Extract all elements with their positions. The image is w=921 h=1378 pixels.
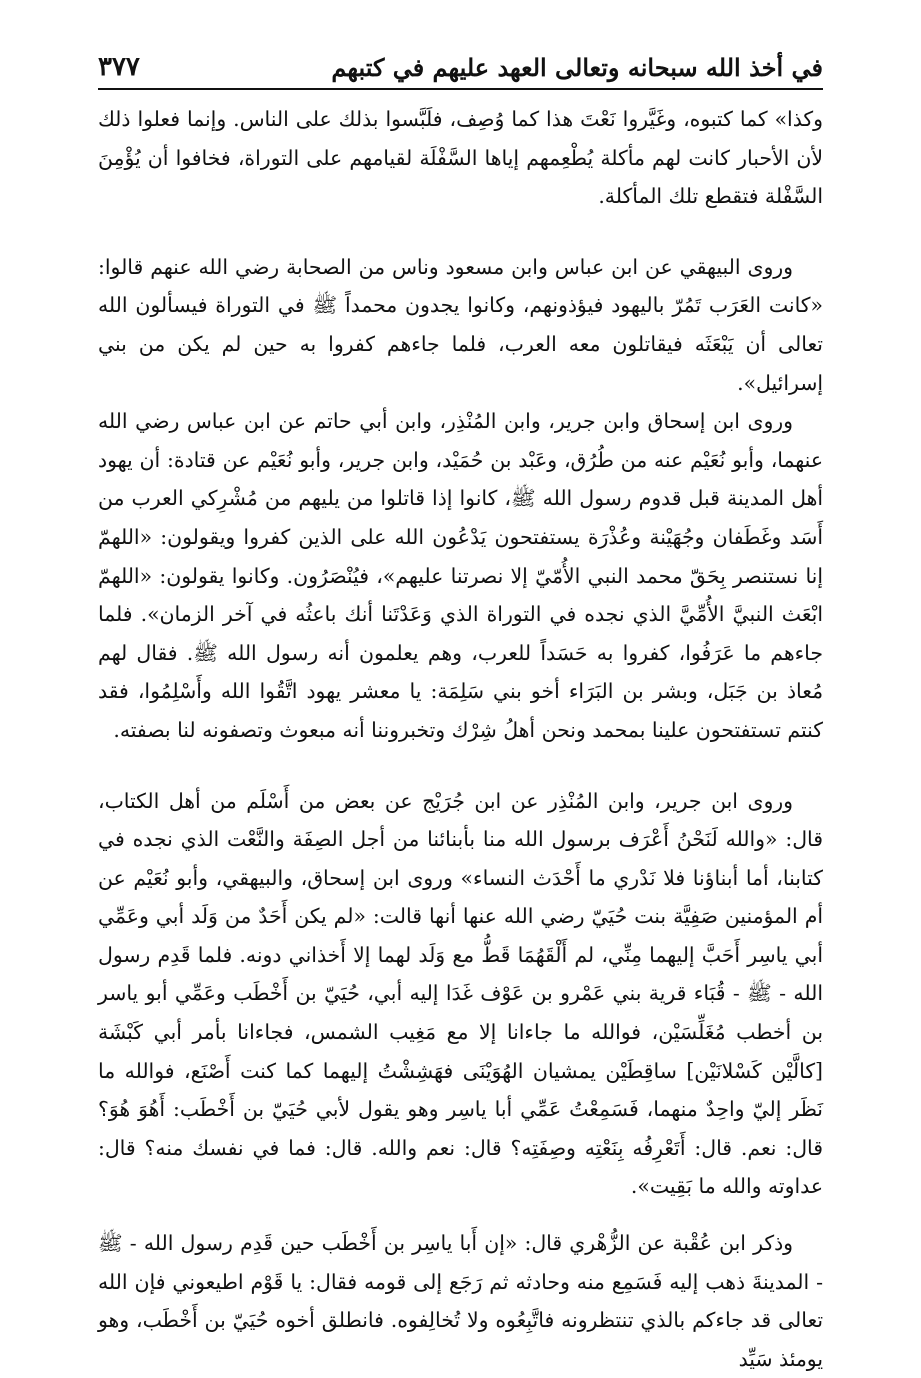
paragraph-2: وروى البيهقي عن ابن عباس وابن مسعود وناس من الصحابة رضي الله عنهم قالوا: «كانت العَرَب تَمُرّ باليهود فيؤذونهم، وكانوا يجدون محمداً ﷺ في التوراة فيسألون الله تعالى أن يَبْعَثَه فيقاتلون معه العرب، فلما جاءهم كفروا به حين لم يكن من بني إسرائيل». <box>98 254 823 395</box>
paragraph-1: وكذا» كما كتبوه، وغَيَّروا نَعْتَ هذا كما وُصِف، فلَبَّسوا بذلك على الناس. وإنما فعلوا ذلك لأن الأحبار كانت لهم مأكلة يُطْعِمهم إياها السَّفْلَة لقيامهم على التوراة، فخافوا أن يُؤْمِنَ السَّفْلة فتقطع تلك المأكلة. <box>98 107 823 209</box>
page-number: ٣٧٧ <box>98 52 140 82</box>
paragraph-3: وروى ابن إسحاق وابن جرير، وابن المُنْذِر، وابن أبي حاتم عن ابن عباس رضي الله عنهما، وأبو نُعَيْم عنه من طُرُق، وعَبْد بن حُمَيْد، وابن جرير، وأبو نُعَيْم عن قتادة: أن يهود أهل المدينة قبل قدوم رسول الله ﷺ، كانوا إذا قاتلوا من يليهم من مُشْرِكي العرب من أَسَد وغَطَفان وجُهَيْنة وعُذْرَة يستفتحون يَدْعُون الله على الذين كفروا ويقولون: «اللهمّ إنا نستنصر بِحَقّ محمد النبي الأُمّيّ إلا نصرتنا عليهم»، فيُنْصَرُون. وكانوا يقولون: «اللهمّ ابْعَث النبيَّ الأُمِّيَّ الذي نجده في التوراة الذي وَعَدْتَنا أنك باعثُه في آخر الزمان». فلما جاءهم ما عَرَفُوا، كفروا به حَسَداً للعرب، وهم يعلمون أنه رسول الله ﷺ. فقال لهم مُعاذ بن جَبَل، وبشر بن البَرَاء أخو بني سَلِمَة: يا معشر يهود اتَّقُوا الله وأَسْلِمُوا، فقد كنتم تستفتحون علينا بمحمد ونحن أهلُ شِرْك وتخبروننا أنه مبعوث وتصفونه لنا بصفته. <box>98 409 823 742</box>
running-header <box>98 44 823 90</box>
paragraph-spacer <box>98 1206 823 1224</box>
paragraph-spacer <box>98 216 823 248</box>
paragraph-4: وروى ابن جرير، وابن المُنْذِر عن ابن جُرَيْج عن بعض من أَسْلَم من أهل الكتاب، قال: «والله لَنَحْنُ أَعْرَف برسول الله منا بأبنائنا من أجل الصِفَة والنَّعْت الذي نجده في كتابنا، أما أبناؤنا فلا نَدْري ما أَحْدَث النساء» وروى ابن إسحاق، والبيهقي، وأبو نُعَيْم عن أم المؤمنين صَفِيَّة بنت حُيَيّ رضي الله عنها أنها قالت: «لم يكن أَحَدٌ من وَلَد أبي وعَمِّي أبي ياسِر أَحَبَّ إليهما مِنِّي، لم أَلْقَهُمَا قَطُّ مع وَلَد لهما إلا أَخذاني دونه. فلما قَدِم رسول الله - ﷺ - قُبَاء قرية بني عَمْرو بن عَوْف غَدَا إليه أبي، حُيَيّ بن أَخْطَب وعَمِّي أبو ياسر بن أخطب مُغَلِّسَيْن، فوالله ما جاءانا إلا مع مَغِيب الشمس، فجاءانا بأمر أبي كَبْشَة [كالَّيْن كَسْلانَيْن] ساقِطَيْن يمشيان الهُوَيْنَى فهَشِشْتُ إليهما كما كنت أَصْنَع، فوالله ما نَظَر إليّ واحِدٌ منهما، فَسَمِعْتُ عَمِّي أبا ياسِر وهو يقول لأبي حُيَيّ بن أَخْطَب: أَهُوَ هُوَ؟ قال: نعم. قال: أَتَعْرِفُه بِنَعْتِه وصِفَتِه؟ قال: نعم والله. قال: فما في نفسك منه؟ قال: عداوته والله ما بَقِيت». <box>98 788 823 1199</box>
paragraph-5: وذكر ابن عُقْبة عن الزُّهْري قال: «إن أَبا ياسِر بن أَخْطَب حين قَدِم رسول الله - ﷺ - المدينةَ ذهب إليه فَسَمِع منه وحادثه ثم رَجَع إلى قومه فقال: يا قَوْم اطيعوني فإن الله تعالى قد جاءكم بالذي تنتظرونه فاتَّبِعُوه ولا تُخالِفوه. فانطلق أخوه حُيَيّ بن أَخْطَب، وهو يومئذ سَيِّد <box>98 1231 823 1371</box>
body-text <box>98 100 823 1371</box>
chapter-title: في أخذ الله سبحانه وتعالى العهد عليهم في كتبهم <box>331 53 823 82</box>
paragraph-spacer <box>98 750 823 782</box>
